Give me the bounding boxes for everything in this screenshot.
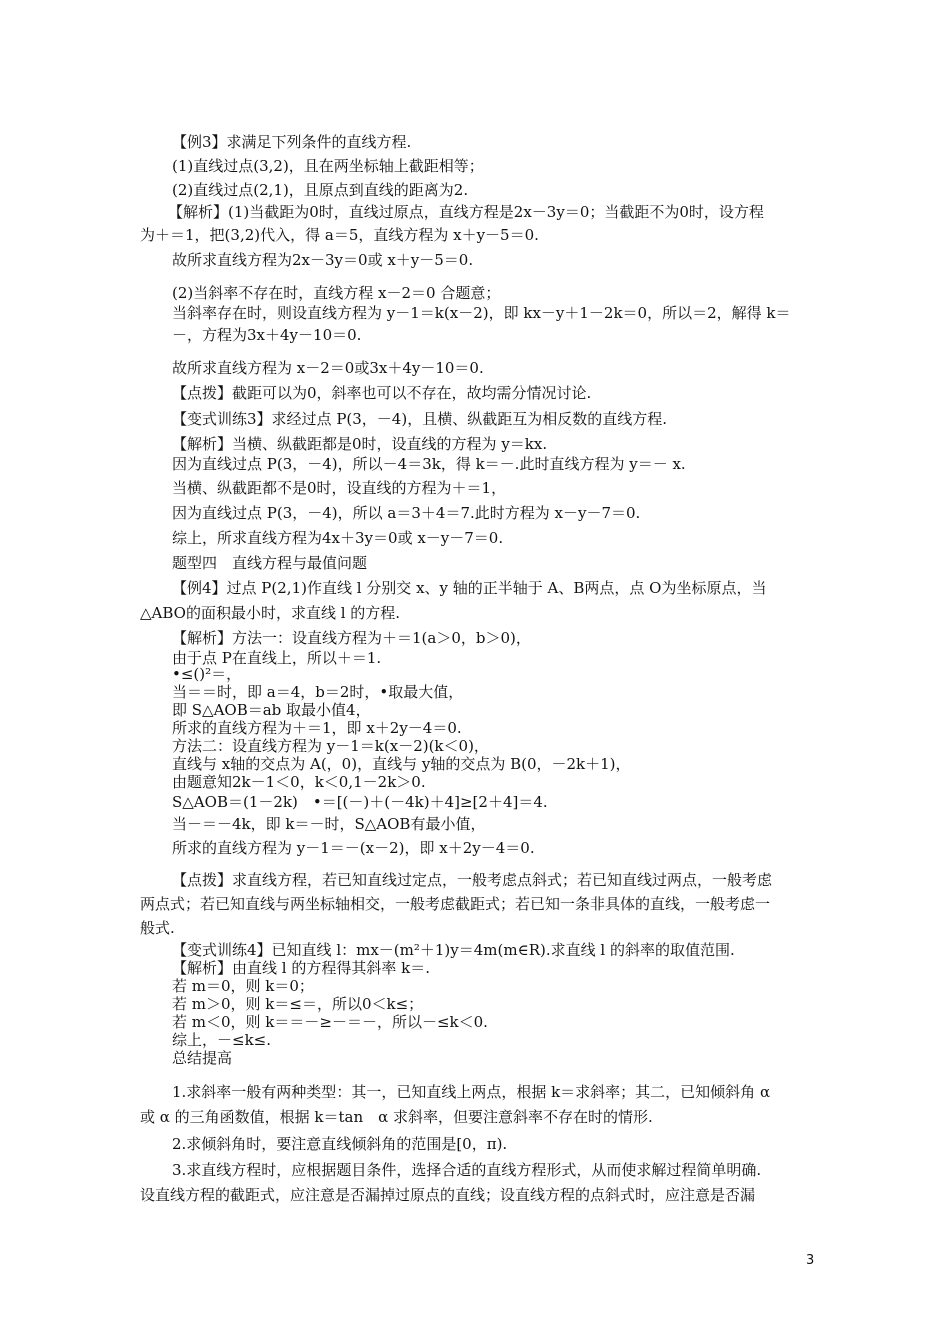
- text-line: 设直线方程的截距式，应注意是否漏掉过原点的直线；设直线方程的点斜式时，应注意是否漏: [140, 1186, 756, 1204]
- text-line: 若 m＝0，则 k＝0；: [172, 977, 314, 995]
- text-line: 【点拨】求直线方程，若已知直线过定点，一般考虑点斜式；若已知直线过两点，一般考虑: [172, 871, 773, 889]
- text-line: 般式.: [140, 919, 175, 937]
- text-line: 3.求直线方程时，应根据题目条件，选择合适的直线方程形式，从而使求解过程简单明确.: [172, 1161, 762, 1179]
- text-line: 【解析】当横、纵截距都是0时，设直线的方程为 y＝kx.: [172, 435, 548, 453]
- text-line: (2)直线过点(2,1)，且原点到直线的距离为2.: [172, 181, 469, 199]
- text-line: 综上，－≤k≤.: [172, 1031, 271, 1049]
- text-line: 为＋＝1，把(3,2)代入，得 a＝5，直线方程为 x＋y－5＝0.: [140, 226, 539, 244]
- text-line: 所求的直线方程为 y－1＝－(x－2)，即 x＋2y－4＝0.: [172, 839, 535, 857]
- text-line: 或 α 的三角函数值，根据 k＝tan α 求斜率，但要注意斜率不存在时的情形.: [140, 1108, 653, 1126]
- text-line: －，方程为3x＋4y－10＝0.: [172, 326, 362, 344]
- text-line: 【例4】过点 P(2,1)作直线 l 分别交 x、y 轴的正半轴于 A、B两点，点 O为坐标原点，当: [172, 579, 767, 597]
- section-heading: 题型四 直线方程与最值问题: [172, 554, 368, 572]
- text-line: 因为直线过点 P(3，－4)，所以 a＝3＋4＝7.此时方程为 x－y－7＝0.: [172, 504, 641, 522]
- text-line: 2.求倾斜角时，要注意直线倾斜角的范围是[0，π).: [172, 1135, 508, 1153]
- text-line: 故所求直线方程为2x－3y＝0或 x＋y－5＝0.: [172, 251, 474, 269]
- text-line: 若 m＞0，则 k＝≤＝，所以0＜k≤；: [172, 995, 424, 1013]
- text-line: 若 m＜0，则 k＝＝－≥－＝－，所以－≤k＜0.: [172, 1013, 488, 1031]
- text-line: 即 S△AOB＝ab 取最小值4，: [172, 701, 371, 719]
- text-line: 因为直线过点 P(3，－4)，所以－4＝3k，得 k＝－.此时直线方程为 y＝－ x.: [172, 455, 686, 473]
- text-line: 由题意知2k－1＜0，k＜0,1－2k＞0.: [172, 773, 426, 791]
- text-line: 1.求斜率一般有两种类型：其一，已知直线上两点，根据 k＝求斜率；其二，已知倾斜角 α: [172, 1083, 771, 1101]
- text-line: △ABO的面积最小时，求直线 l 的方程.: [140, 604, 401, 622]
- text-line: 【解析】由直线 l 的方程得其斜率 k＝.: [172, 959, 430, 977]
- page-number: 3: [806, 1253, 815, 1268]
- text-line: 方法二：设直线方程为 y－1＝k(x－2)(k＜0)，: [172, 737, 489, 755]
- text-line: 当＝＝时，即 a＝4，b＝2时，•取最大值，: [172, 683, 464, 701]
- text-line: 两点式；若已知直线与两坐标轴相交，一般考虑截距式；若已知一条非具体的直线，一般考虑一: [140, 895, 771, 913]
- text-line: (1)直线过点(3,2)，且在两坐标轴上截距相等；: [172, 157, 484, 175]
- text-line: 【变式训练4】已知直线 l：mx－(m²＋1)y＝4m(m∈R).求直线 l 的斜率的取值范围.: [172, 941, 735, 959]
- text-line: 【点拨】截距可以为0，斜率也可以不存在，故均需分情况讨论.: [172, 384, 592, 402]
- text-line: 当－＝－4k，即 k＝－时，S△AOB有最小值，: [172, 815, 486, 833]
- section-heading: 总结提高: [172, 1049, 233, 1067]
- text-line: 【变式训练3】求经过点 P(3，－4)，且横、纵截距互为相反数的直线方程.: [172, 410, 667, 428]
- text-line: 由于点 P在直线上，所以＋＝1.: [172, 649, 382, 667]
- text-line: 【解析】方法一：设直线方程为＋＝1(a＞0，b＞0)，: [172, 629, 531, 647]
- text-line: 故所求直线方程为 x－2＝0或3x＋4y－10＝0.: [172, 359, 484, 377]
- text-line: 当斜率存在时，则设直线方程为 y－1＝k(x－2)，即 kx－y＋1－2k＝0，所以＝2，解得 k＝: [172, 304, 791, 322]
- text-line: 当横、纵截距都不是0时，设直线的方程为＋＝1，: [172, 479, 507, 497]
- text-line: (2)当斜率不存在时，直线方程 x－2＝0 合题意；: [172, 284, 501, 302]
- text-line: S△AOB＝(1－2k) •＝[(－)＋(－4k)＋4]≥[2＋4]＝4.: [172, 793, 548, 811]
- text-line: 所求的直线方程为＋＝1，即 x＋2y－4＝0.: [172, 719, 462, 737]
- text-line: 直线与 x轴的交点为 A(，0)，直线与 y轴的交点为 B(0，－2k＋1)，: [172, 755, 631, 773]
- text-line: 综上，所求直线方程为4x＋3y＝0或 x－y－7＝0.: [172, 529, 504, 547]
- text-line: 【解析】(1)当截距为0时，直线过原点，直线方程是2x－3y＝0；当截距不为0时，设方程: [168, 203, 764, 221]
- text-line: •≤()²＝，: [172, 665, 242, 683]
- text-line: 【例3】求满足下列条件的直线方程.: [172, 133, 412, 151]
